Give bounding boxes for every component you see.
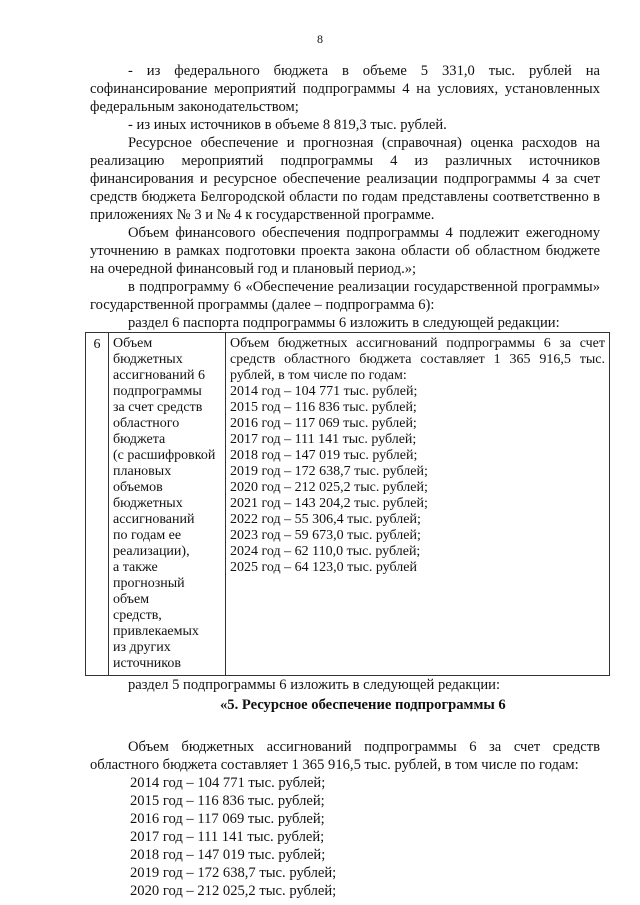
value-year-line: 2017 год – 111 141 тыс. рублей;: [230, 432, 417, 447]
label-line: ассигнований: [113, 512, 195, 527]
label-line: Объем бюджетных: [113, 336, 183, 367]
label-line: подпрограммы: [113, 384, 202, 399]
row-number-cell: 6: [86, 333, 109, 676]
value-year-line: 2016 год – 117 069 тыс. рублей;: [230, 416, 417, 431]
list-item: 2015 год – 116 836 тыс. рублей;: [130, 793, 325, 809]
label-line: бюджета: [113, 432, 166, 447]
list-item: 2020 год – 212 025,2 тыс. рублей;: [130, 883, 337, 899]
list-item: 2018 год – 147 019 тыс. рублей;: [130, 847, 326, 863]
label-line: реализации),: [113, 544, 190, 559]
value-year-line: 2023 год – 59 673,0 тыс. рублей;: [230, 528, 421, 543]
paragraph-section-6-intro: раздел 6 паспорта подпрограммы 6 изложить в следующей редакции:: [128, 315, 560, 331]
value-year-line: 2019 год – 172 638,7 тыс. рублей;: [230, 464, 428, 479]
value-year-line: 2015 год – 116 836 тыс. рублей;: [230, 400, 417, 415]
list-item: 2016 год – 117 069 тыс. рублей;: [130, 811, 325, 827]
list-item: 2019 год – 172 638,7 тыс. рублей;: [130, 865, 337, 881]
value-intro: Объем бюджетных ассигнований подпрограммы 6 за счет средств областного бюджета составляет 1 365 916,5 тыс. рублей, в том числе по годам:: [230, 336, 605, 383]
label-line: источников: [113, 656, 182, 671]
value-year-line: 2018 год – 147 019 тыс. рублей;: [230, 448, 418, 463]
label-line: а также: [113, 560, 158, 575]
label-line: за счет средств: [113, 400, 203, 415]
document-body: [90, 62, 605, 900]
paragraph-section-5-intro: раздел 5 подпрограммы 6 изложить в следующей редакции:: [128, 677, 501, 693]
label-line: областного: [113, 416, 180, 431]
value-year-line: 2021 год – 143 204,2 тыс. рублей;: [230, 496, 428, 511]
section-years-list: [90, 774, 600, 900]
section-intro: Объем бюджетных ассигнований подпрограммы 6 за счет средств областного бюджета составляет 1 365 916,5 тыс. рублей, в том числе по годам:: [90, 739, 600, 773]
paragraph-federal-budget: - из федерального бюджета в объеме 5 331,0 тыс. рублей на софинансирование мероприятий подпрограммы 4 на условиях, установленных федеральным законодательством;: [90, 63, 600, 115]
paragraph-resource-estimate: Ресурсное обеспечение и прогнозная (справочная) оценка расходов на реализацию мероприятий подпрограммы 4 из различных источников финансирования и ресурсное обеспечение реализации подпрограммы 4 за счет средств бюджета Белгородской области по годам представлены соответственно в приложениях № 3 и № 4 к государственной программе.: [90, 135, 600, 223]
paragraph-subprogram-6: в подпрограмму 6 «Обеспечение реализации государственной программы» государственной программы (далее – подпрограмма 6):: [90, 279, 600, 313]
value-year-line: 2022 год – 55 306,4 тыс. рублей;: [230, 512, 421, 527]
section-title: «5. Ресурсное обеспечение подпрограммы 6: [220, 697, 506, 713]
passport-table: [85, 332, 610, 676]
value-cell: [226, 333, 610, 676]
label-line: из других: [113, 640, 171, 655]
page-number: 8: [317, 32, 323, 46]
label-line: средств,: [113, 608, 162, 623]
label-line: бюджетных: [113, 496, 183, 511]
value-year-line: 2014 год – 104 771 тыс. рублей;: [230, 384, 418, 399]
paragraph-other-sources: - из иных источников в объеме 8 819,3 тыс. рублей.: [128, 117, 447, 133]
label-line: ассигнований 6: [113, 368, 205, 383]
table-row: [86, 333, 610, 676]
label-line: прогнозный объем: [113, 576, 185, 607]
paragraph-annual-update: Объем финансового обеспечения подпрограммы 4 подлежит ежегодному уточнению в рамках подготовки проекта закона области об областном бюджете на очередной финансовый год и плановый период.»;: [90, 225, 600, 277]
label-line: плановых объемов: [113, 464, 172, 495]
label-line: привлекаемых: [113, 624, 199, 639]
list-item: 2014 год – 104 771 тыс. рублей;: [130, 775, 326, 791]
value-year-line: 2025 год – 64 123,0 тыс. рублей: [230, 560, 417, 575]
list-item: 2017 год – 111 141 тыс. рублей;: [130, 829, 325, 845]
value-year-line: 2020 год – 212 025,2 тыс. рублей;: [230, 480, 428, 495]
label-line: по годам ее: [113, 528, 182, 543]
value-year-line: 2024 год – 62 110,0 тыс. рублей;: [230, 544, 421, 559]
label-cell: [109, 333, 226, 676]
label-line: (с расшифровкой: [113, 448, 216, 463]
passport-table-wrapper: [85, 332, 610, 676]
